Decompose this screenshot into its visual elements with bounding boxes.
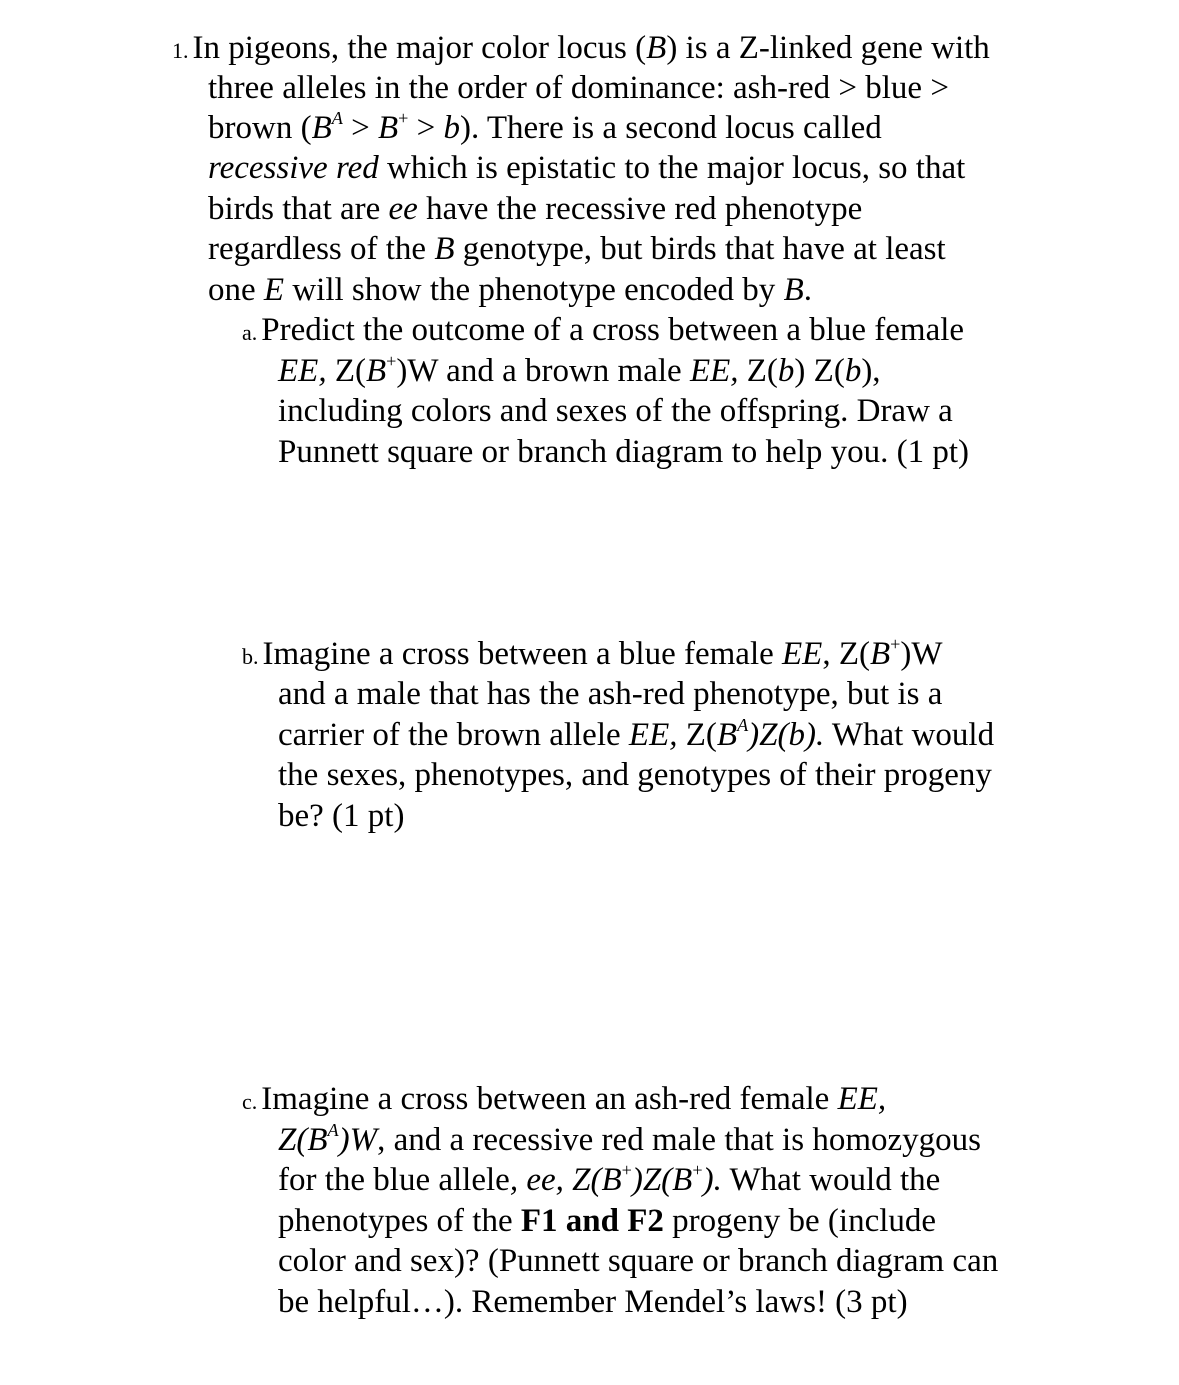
q1-text: E: [263, 272, 285, 308]
qb-text: the sexes, phenotypes, and genotypes of their progeny: [278, 757, 992, 793]
qa-line-2: [278, 351, 881, 391]
qc-text-bold: F1 and F2: [520, 1203, 664, 1239]
q1-text: recessive red: [208, 150, 379, 186]
allele-superscript: A: [331, 108, 343, 129]
q1-line-1: [172, 28, 990, 68]
qc-text: , ee, Z(B: [509, 1162, 622, 1198]
allele-superscript: A: [737, 715, 749, 736]
qc-text: color and sex)? (Punnett square or branch diagram can: [278, 1243, 999, 1279]
q1-line-4: [208, 148, 965, 188]
q1-text: B: [646, 30, 667, 66]
qa-text: Z(: [738, 353, 778, 389]
allele-superscript: A: [327, 1120, 339, 1141]
q1-text: will show the phenotype encoded by: [284, 272, 784, 308]
q1-text: >: [342, 110, 378, 146]
q1-text: b: [443, 110, 460, 146]
allele-superscript: +: [386, 351, 397, 372]
qa-text: ) Z(: [794, 353, 845, 389]
q1-line-3: [208, 108, 882, 148]
qa-text: EE,: [278, 353, 327, 389]
qc-line-1: [242, 1079, 886, 1119]
q1-text: have the recessive red phenotype: [417, 191, 863, 227]
q1-text: which is epistatic to the major locus, so that: [378, 150, 966, 186]
qb-text: Imagine a cross between a blue female: [262, 636, 783, 672]
qa-text: including colors and sexes of the offspring. Draw a: [278, 393, 953, 429]
qc-line-3: [278, 1160, 940, 1200]
q1-line-5: [208, 189, 862, 229]
qa-text: b: [777, 353, 795, 389]
qa-line-4: [278, 432, 969, 472]
qb-line-4: [278, 755, 992, 795]
q1-text: genotype, but birds that have at least: [454, 231, 946, 267]
q1-number: 1.: [172, 38, 189, 63]
qb-line-1: [242, 634, 943, 674]
qc-text: EE,: [837, 1081, 887, 1117]
qc-text: Z(B: [278, 1122, 328, 1158]
q1-text: >: [408, 110, 444, 146]
qc-label: c.: [242, 1089, 258, 1114]
q1-text: birds that are: [208, 191, 389, 227]
q1-text: B: [377, 110, 399, 146]
qc-text: )W: [338, 1122, 378, 1158]
qc-text: for the blue allele: [278, 1162, 510, 1198]
qa-text: B: [365, 353, 387, 389]
allele-superscript: +: [621, 1160, 632, 1181]
qa-label: a.: [242, 320, 258, 345]
qb-text: , Z(: [822, 636, 870, 672]
qa-line-3: [278, 391, 953, 431]
q1-text: In pigeons, the major color locus (: [192, 30, 647, 66]
qb-line-2: [278, 674, 942, 714]
q1-text: ee: [388, 191, 418, 227]
q1-text: brown (: [208, 110, 312, 146]
qb-line-3: [278, 715, 994, 755]
qc-text: )Z(B: [631, 1162, 693, 1198]
qb-text: carrier of the brown allele: [278, 717, 629, 753]
qc-text: , and a recessive red male that is homozygous: [377, 1122, 981, 1158]
qb-text: Z(: [677, 717, 717, 753]
qb-text: )Z(b).: [748, 717, 825, 753]
q1-text: .: [803, 272, 812, 308]
q1-text: B: [311, 110, 332, 146]
q1-text: regardless of the: [208, 231, 435, 267]
q1-text: ). There is a second locus called: [459, 110, 882, 146]
qa-text: EE,: [689, 353, 739, 389]
qc-text: progeny be (include: [663, 1203, 937, 1239]
qc-line-4: [278, 1201, 936, 1241]
qb-text: EE: [782, 636, 823, 672]
qa-text: Predict the outcome of a cross between a blue female: [261, 312, 965, 348]
qc-text: phenotypes of the: [278, 1203, 521, 1239]
q1-line-2: [208, 68, 949, 108]
q1-text: three alleles in the order of dominance: ash-red > blue >: [208, 70, 949, 106]
q1-text: ) is a Z-linked gene with: [666, 30, 990, 66]
q1-text: one: [208, 272, 264, 308]
qb-label: b.: [242, 644, 259, 669]
qa-text: Z(: [326, 353, 366, 389]
qb-text: )W: [900, 636, 943, 672]
qb-line-5: [278, 796, 404, 836]
q1-text: B: [783, 272, 804, 308]
qa-line-1: [242, 310, 964, 350]
qc-line-2: [278, 1120, 981, 1160]
allele-superscript: +: [692, 1160, 703, 1181]
allele-superscript: +: [890, 634, 901, 655]
qb-text: What would: [824, 717, 995, 753]
allele-superscript: +: [398, 108, 409, 129]
qc-text: Imagine a cross between an ash-red female: [261, 1081, 838, 1117]
qb-text: B: [716, 717, 738, 753]
qa-text: Punnett square or branch diagram to help you. (1 pt): [278, 434, 969, 470]
qb-text: be? (1 pt): [278, 798, 405, 834]
q1-line-7: [208, 270, 812, 310]
qa-text: ),: [861, 353, 881, 389]
q1-text: B: [434, 231, 455, 267]
qc-text: What would the: [721, 1162, 941, 1198]
qc-line-6: [278, 1282, 908, 1322]
qb-text: B: [870, 636, 891, 672]
qc-text: be helpful…). Remember Mendel’s laws! (3 pt): [278, 1284, 908, 1320]
q1-line-6: [208, 229, 946, 269]
qb-text: and a male that has the ash-red phenotype, but is a: [278, 676, 943, 712]
qb-text: EE,: [628, 717, 678, 753]
qa-text: )W and a brown male: [396, 353, 690, 389]
qa-text: b: [844, 353, 862, 389]
qc-line-5: [278, 1241, 998, 1281]
qc-text: ).: [702, 1162, 722, 1198]
